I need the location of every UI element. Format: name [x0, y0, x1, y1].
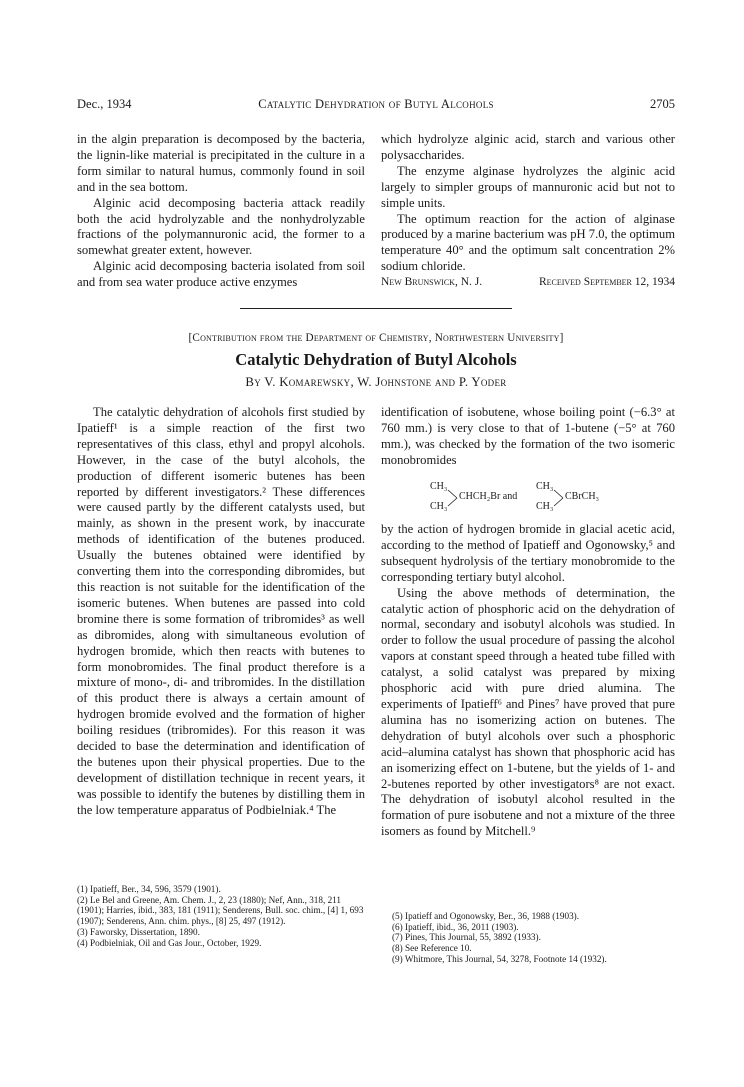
paragraph: The enzyme alginase hydrolyzes the alginic acid largely to simpler groups of mannuronic acid but not to simple units. [381, 163, 675, 210]
footnote: (2) Le Bel and Greene, Am. Chem. J., 2, 23 (1880); Nef, Ann., 318, 211 (1901); Harries, ibid., 383, 181 (1911); Senderens, Bull. soc. chim., [4] 1, 693 (1907); Senderens, Ann. chim. phys., [8] 25, 497 (1912). [77, 894, 364, 927]
paragraph: by the action of hydrogen bromide in glacial acetic acid, according to the method of Ipatieff and Ogonowsky,⁵ and subsequent hydrolysis of the tertiary monobromide to the corresponding tertiary butyl alcohol. [381, 522, 675, 584]
header-date: Dec., 1934 [77, 97, 132, 111]
formula-tert-butyl-bromide: CBrCH₃ [565, 491, 600, 502]
section-divider [240, 308, 512, 309]
article-authors: By V. Komarewsky, W. Johnstone and P. Yoder [245, 375, 507, 389]
footnote: (1) Ipatieff, Ber., 34, 596, 3579 (1901). [77, 884, 221, 894]
paragraph: Using the above methods of determination, the catalytic action of phosphoric acid on the dehydration of normal, secondary and isobutyl alcohols was studied. In order to follow the usual procedure of passing the alcohol vapors at constant speed through a heated tube filled with catalyst, a solid catalyst was prepared by mixing phosphoric acid with pure dried alumina. The experiments of Ipatieff⁶ and Pines⁷ have proved that pure alumina has no isomerizing action on butenes. The dehydration of butyl alcohols over such a phosphoric acid–alumina catalyst has shown that phosphoric acid has an isomerizing effect on 1-butene, but the yields of 1- and 2-butenes reported by other investigators⁸ are not exact. The dehydration of isobutyl alcohol resulted in the formation of pure isobutene and not a mixture of the three isomers as found by Mitchell.⁹ [381, 585, 675, 839]
formula-ch3: CH₃ [536, 501, 554, 512]
paragraph: The catalytic dehydration of alcohols first studied by Ipatieff¹ is a simple reaction of the first two representatives of this class, ethyl and propyl alcohols. However, in the case of the butyl alcohols, the production of different isomeric butenes has been reported by different investigators.² These differences were caused partly by the different catalysts used, but mainly, as shown in the present work, by inaccurate methods of identification of the butenes produced. Usually the butenes obtained were identified by converting them into the corresponding dibromides, but this reaction is not suitable for the identification of the isomeric butenes. When butenes are passed into cold bromine there is some formation of tribromides³ as well as dibromides, along with simultaneous evolution of hydrogen bromide, which then reacts with butenes to form monobromides. The final product therefore is a mixture of mono-, di- and tribromides. In the distillation of this product there is always a certain amount of hydrogen bromide evolved and the formation of higher boiling residues (tribromides). For this reason it was decided to base the determination and identification of the butenes upon their physical properties. Due to the development of distillation technique in recent years, it was possible to identify the butenes by distilling them in the low temperature apparatus of Podbielniak.⁴ The [77, 405, 365, 817]
formula-ch3: CH₃ [430, 481, 448, 492]
monobromide-formulas [392, 481, 682, 519]
paragraph: which hydrolyze alginic acid, starch and various other polysaccharides. [381, 132, 675, 162]
header-running-title: Catalytic Dehydration of Butyl Alcohols [258, 97, 494, 111]
footnote: (9) Whitmore, This Journal, 54, 3278, Footnote 14 (1932). [392, 953, 607, 964]
article-right-column-top [381, 405, 675, 469]
footnotes-left [77, 884, 365, 948]
footnote: (5) Ipatieff and Ogonowsky, Ber., 36, 1988 (1903). [392, 911, 580, 921]
paragraph: The optimum reaction for the action of alginase produced by a marine bacterium was pH 7.0, the optimum temperature 40° and the optimum salt concentration 2% sodium chloride. [381, 211, 675, 274]
footnote: (4) Podbielniak, Oil and Gas Jour., October, 1929. [77, 937, 262, 948]
footnote: (7) Pines, This Journal, 55, 3892 (1933). [392, 932, 541, 943]
contribution-line: [Contribution from the Department of Chemistry, Northwestern University] [188, 332, 564, 344]
formula-ch3: CH₃ [536, 481, 554, 492]
formula-ch3: CH₃ [430, 501, 448, 512]
paragraph: in the algin preparation is decomposed by the bacteria, the lignin-like material is precipitated in the culture in a form similar to natural humus, commonly found in soil and in the sea bottom. [77, 132, 365, 194]
formula-bond-lines [552, 487, 566, 509]
paragraph: Alginic acid decomposing bacteria isolated from soil and from sea water produce active enzymes [77, 259, 365, 290]
footnote: (6) Ipatieff, ibid., 36, 2011 (1903). [392, 921, 519, 932]
location: New Brunswick, N. J. [381, 276, 483, 289]
formula-isobutyl-bromide: CHCH₂Br and [459, 491, 518, 502]
paragraph: Alginic acid decomposing bacteria attack readily both the acid hydrolyzable and the nonhydrolyzable fractions of the polymannuronic acid, the former to a somewhat greater extent, however. [77, 195, 365, 258]
article-left-column [77, 405, 365, 819]
received-date: Received September 12, 1934 [538, 276, 675, 289]
formula-bond-lines [446, 487, 460, 509]
running-header [77, 97, 675, 115]
header-page-number: 2705 [650, 97, 675, 111]
received-line [381, 275, 675, 291]
article-title: Catalytic Dehydration of Butyl Alcohols [235, 350, 517, 369]
prev-article-left-column [77, 132, 365, 291]
paragraph: identification of isobutene, whose boiling point (−6.3° at 760 mm.) is very close to that of 1-butene (−5° at 760 mm.), was checked by the formation of the two isomeric monobromides [381, 405, 675, 467]
footnotes-right [392, 911, 675, 965]
prev-article-right-column [381, 132, 675, 291]
footnote: (3) Faworsky, Dissertation, 1890. [77, 926, 200, 937]
footnote: (8) See Reference 10. [392, 943, 472, 954]
article-right-column-bottom [381, 522, 675, 840]
